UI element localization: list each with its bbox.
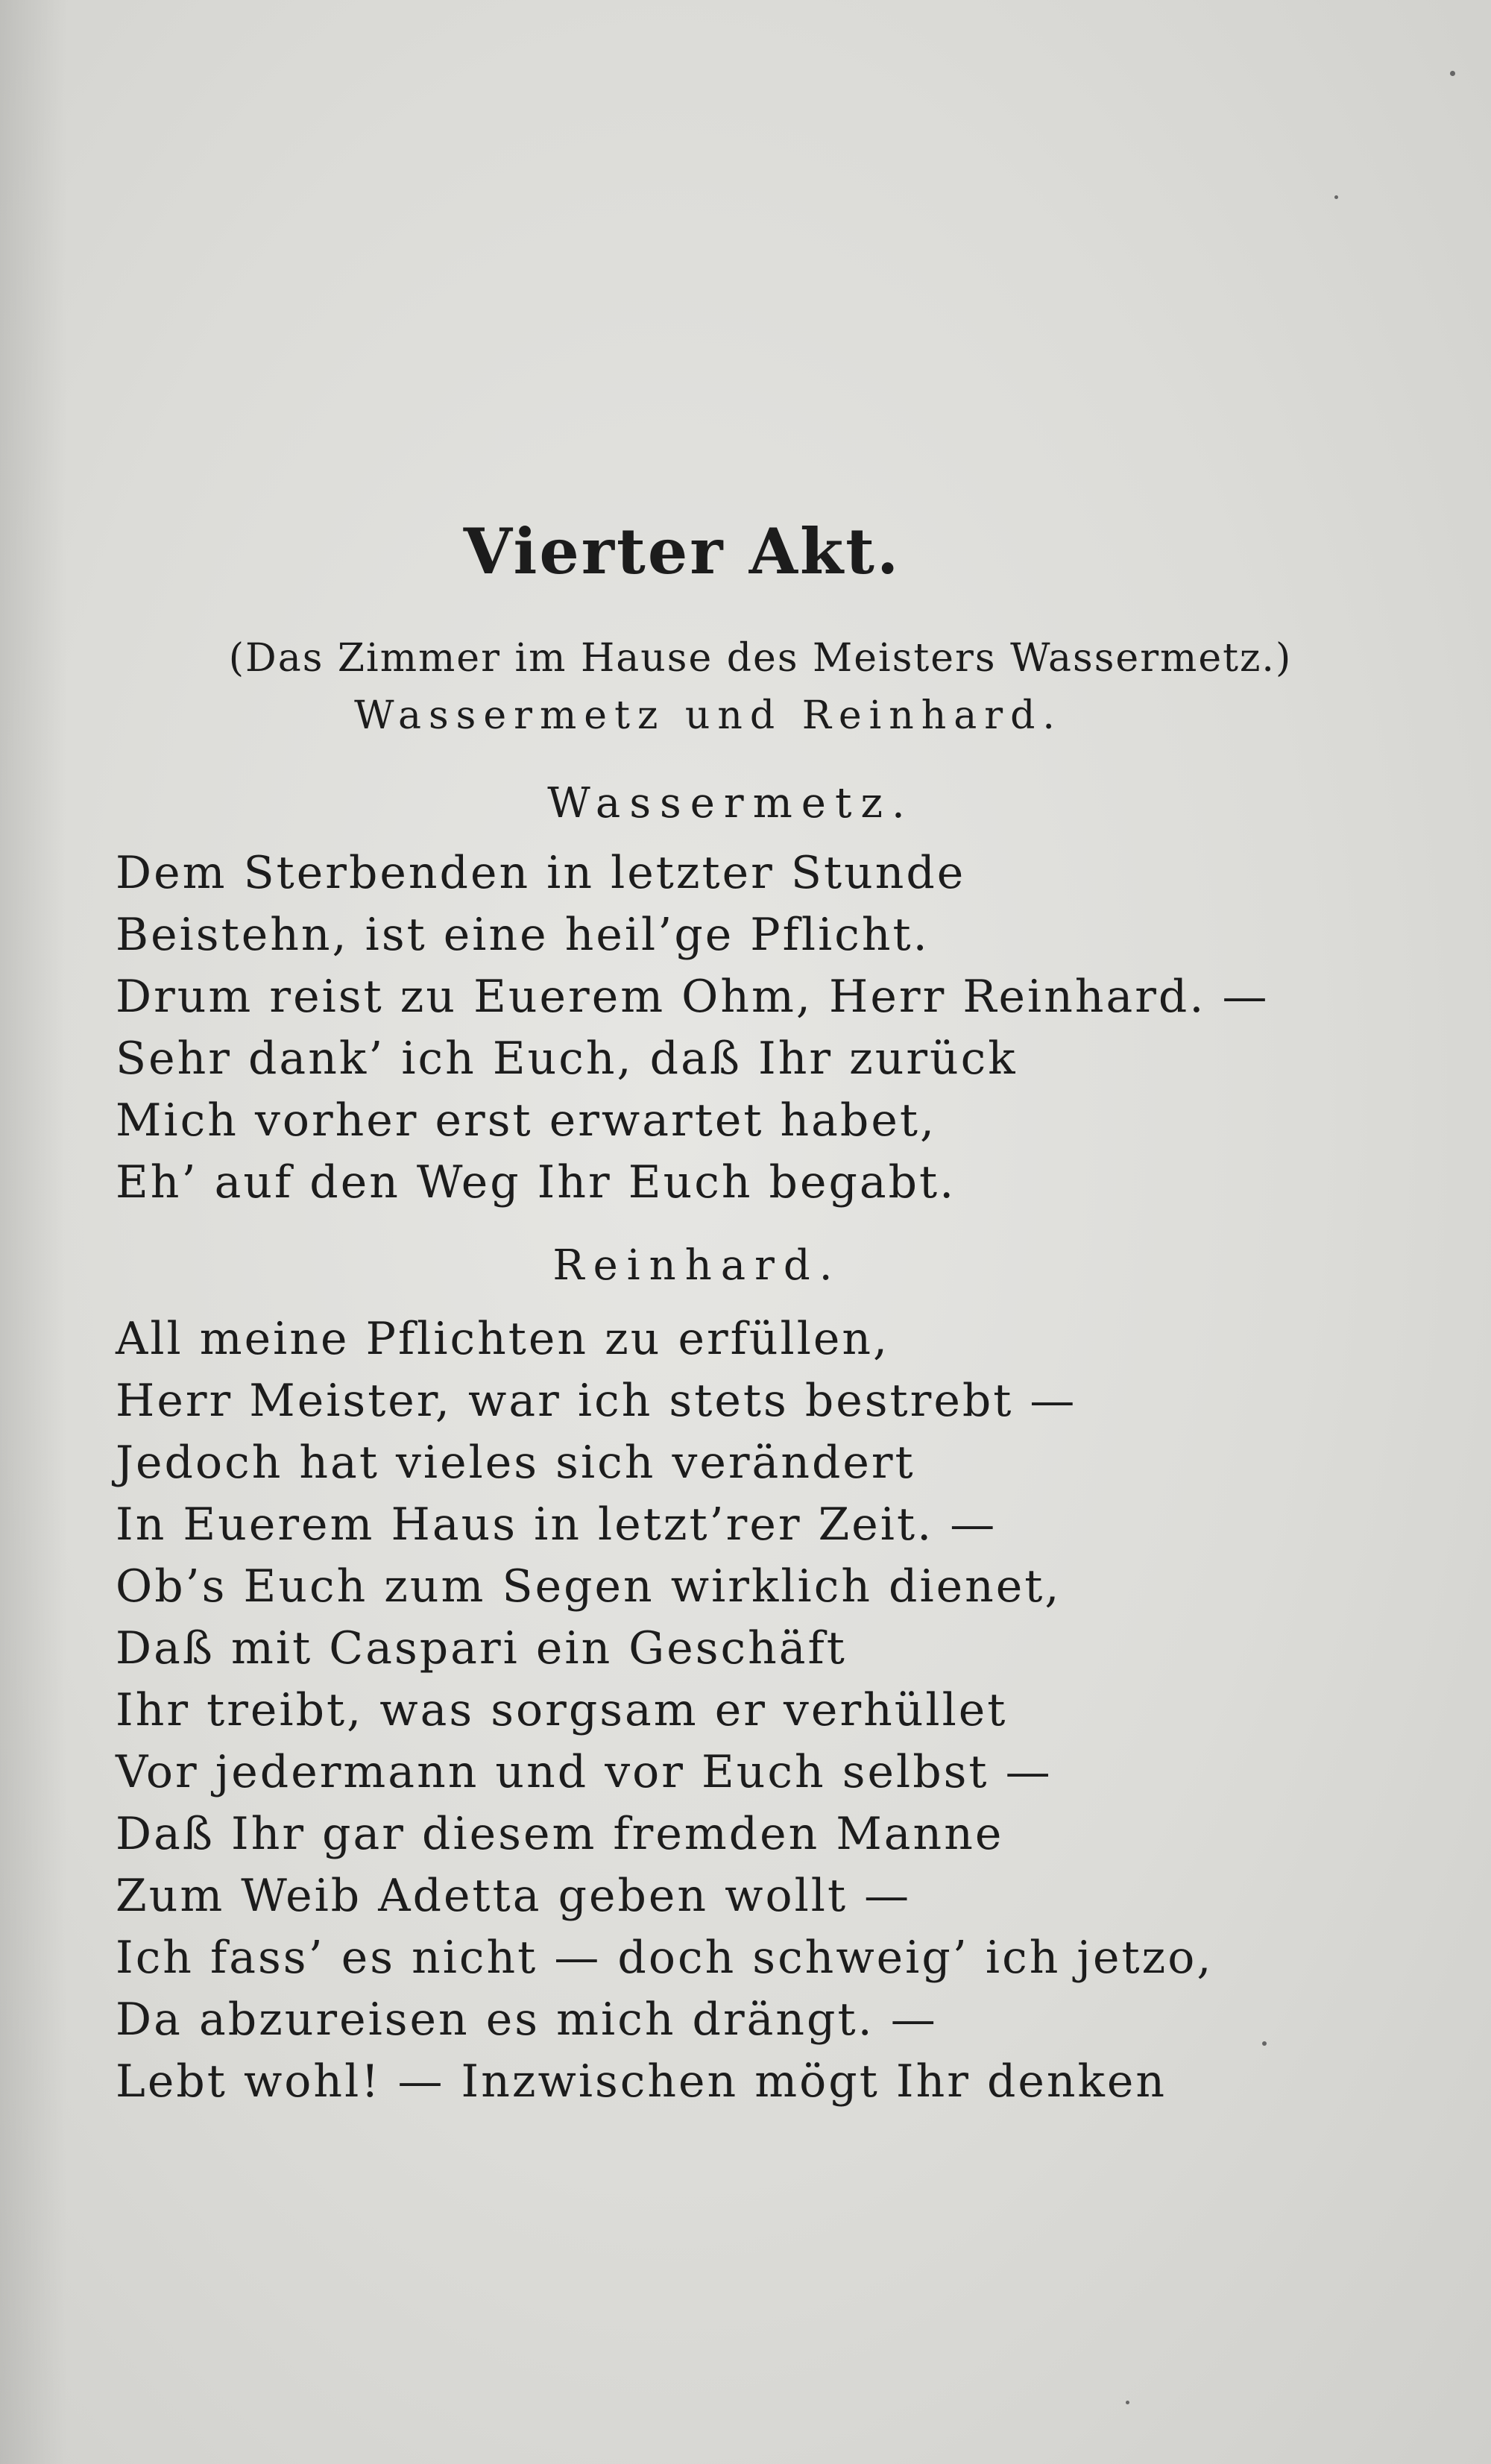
verse-line: Drum reist zu Euerem Ohm, Herr Reinhard. — xyxy=(116,971,1270,1023)
verse-line: Da abzureisen es mich drängt. — xyxy=(116,1994,938,2046)
paper-speck xyxy=(1450,71,1455,76)
verse-line: Zum Weib Adetta geben wollt — xyxy=(116,1870,912,1922)
stage-direction: (Das Zimmer im Hause des Meisters Wassermetz.) xyxy=(228,636,1293,681)
verse-line: Ob’s Euch zum Segen wirklich dienet, xyxy=(116,1560,1062,1613)
verse-line: Mich vorher erst erwartet habet, xyxy=(116,1094,937,1147)
verse-block xyxy=(116,842,1383,1214)
verse-line: Vor jedermann und vor Euch selbst — xyxy=(116,1746,1053,1798)
verse-block xyxy=(116,1308,1383,2113)
verse-line: Dem Sterbenden in letzter Stunde xyxy=(116,847,966,899)
page-gutter-shadow xyxy=(0,0,67,2464)
verse-line: All meine Pflichten zu erfüllen, xyxy=(116,1313,890,1365)
characters-line: Wassermetz und Reinhard. xyxy=(354,693,1062,738)
speaker-name: Reinhard. xyxy=(552,1241,842,1290)
verse-line: Lebt wohl! — Inzwischen mögt Ihr denken xyxy=(116,2055,1167,2108)
act-title: Vierter Akt. xyxy=(463,514,901,588)
verse-line: Beistehn, ist eine heil’ge Pflicht. xyxy=(116,909,930,961)
verse-line: Herr Meister, war ich stets bestrebt — xyxy=(116,1375,1077,1427)
verse-line: Daß mit Caspari ein Geschäft xyxy=(116,1622,847,1674)
verse-line: Sehr dank’ ich Euch, daß Ihr zurück xyxy=(116,1033,1018,1085)
paper-speck xyxy=(1334,195,1338,199)
paper-speck xyxy=(1262,2041,1267,2046)
verse-line: Daß Ihr gar diesem fremden Manne xyxy=(116,1808,1004,1860)
verse-line: Eh’ auf den Weg Ihr Euch begabt. xyxy=(116,1156,956,1209)
verse-line: In Euerem Haus in letzt’rer Zeit. — xyxy=(116,1499,997,1551)
paper-speck xyxy=(1126,2401,1129,2404)
speaker-name: Wassermetz. xyxy=(547,779,914,828)
verse-line: Ihr treibt, was sorgsam er verhüllet xyxy=(116,1684,1008,1736)
verse-line: Jedoch hat vieles sich verändert xyxy=(116,1437,915,1489)
verse-line: Ich fass’ es nicht — doch schweig’ ich jetzo, xyxy=(116,1932,1214,1984)
